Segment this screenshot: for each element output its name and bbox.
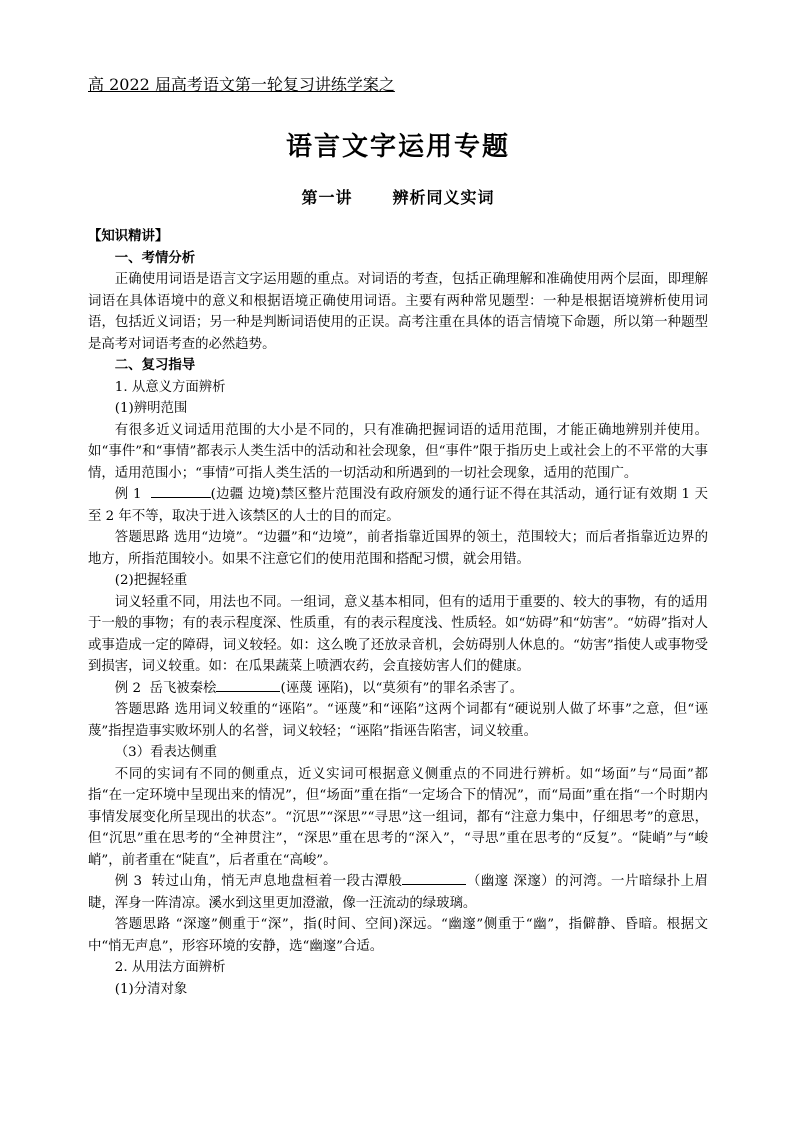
answer-2: 答题思路 选用词义较重的“诬陷”。“诬蔑”和“诬陷”这两个词都有“硬说别人做了坏事”之意，但“诬蔑”指捏造事实败坏别人的名誉，词义较轻；“诬陷”指诬告陷害，词义较重。 — [88, 702, 708, 739]
answer-1: 答题思路 选用“边境”。“边疆”和“边境”，前者指靠近国界的领土，范围较大；而后者指靠近边界的地方，所指范围较小。如果不注意它们的使用范围和搭配习惯，就会用错。 — [88, 530, 708, 567]
example-3-label: 例 3 — [114, 874, 143, 889]
example-3-text: （幽邃 深邃）的河湾。一片暗绿扑上眉睫，浑身一阵清凉。溪水到这里更加澄澈，像一汪流动的绿玻璃。 — [88, 874, 708, 911]
example-3 — [88, 871, 708, 914]
page — [88, 64, 708, 1000]
document-title: 语言文字运用专题 — [285, 132, 510, 162]
lecture-number: 第一讲 — [301, 188, 353, 207]
series-header: 高 2022 届高考语文第一轮复习讲练学案之 — [88, 75, 395, 94]
example-2-label: 例 2 — [114, 680, 141, 696]
heading-meaning: 1. 从意义方面辨析 — [114, 379, 226, 395]
example-1-text: (边疆 边境)禁区整片范围没有政府颁发的通行证不得在其活动，通行证有效期 1 天至 2 年不等，取决于进入该禁区的人士的目的而定。 — [88, 487, 708, 524]
answer-blank — [151, 485, 211, 498]
example-2 — [88, 678, 708, 700]
content — [88, 226, 708, 1000]
paragraph-kaoqing: 正确使用词语是语言文字运用题的重点。对词语的考查，包括正确理解和准确使用两个层面，即理解词语在具体语境中的意义和根据语境正确使用词语。主要有两种常见题型：一种是根据语境辨析使用词语，包括近义词语；另一种是判断词语使用的正误。高考注重在具体的语言情境下命题，所以第一种题型是高考对词语考查的必然趋势。 — [88, 272, 708, 352]
lecture-title — [88, 185, 708, 208]
heading-weight: (2)把握轻重 — [114, 573, 188, 588]
example-2-text: (诬蔑 诬陷)，以“莫须有”的罪名杀害了。 — [280, 680, 524, 696]
paragraph-range: 有很多近义词适用范围的大小是不同的，只有准确把握词语的适用范围，才能正确地辨别并使用。如“事件”和“事情”都表示人类生活中的活动和社会现象，但“事件”限于指历史上或社会上的不平常的大事情，适用范围小；“事情”可指人类生活的一切活动和所遇到的一切社会现象，适用的范围广。 — [88, 422, 708, 481]
example-1 — [88, 484, 708, 527]
heading-fuxi: 二、复习指导 — [114, 357, 196, 373]
paragraph-weight: 词义轻重不同，用法也不同。一组词，意义基本相同，但有的适用于重要的、较大的事物，有的适用于一般的事物；有的表示程度深、性质重，有的表示程度浅、性质轻。如“妨碍”和“妨害”。“妨碍”指对人或事造成一定的障碍，词义较轻。如：这么晚了还放录音机，会妨碍别人休息的。“妨害”指使人或事物受到损害，词义较重。如：在瓜果蔬菜上喷洒农药，会直接妨害人们的健康。 — [88, 594, 708, 674]
heading-range: (1)辨明范围 — [114, 401, 188, 416]
heading-kaoqing: 一、考情分析 — [114, 249, 196, 266]
answer-3: 答题思路 “深邃”侧重于“深”，指(时间、空间)深远。“幽邃”侧重于“幽”，指僻静、昏暗。根据文中“悄无声息”，形容环境的安静，选“幽邃”合适。 — [88, 917, 708, 954]
heading-object: (1)分清对象 — [114, 981, 188, 997]
answer-blank — [402, 872, 466, 885]
example-3-pre: 转过山角，悄无声息地盘桓着一段古潭般 — [151, 874, 403, 889]
heading-emphasis: （3）看表达侧重 — [114, 745, 218, 760]
heading-usage: 2. 从用法方面辨析 — [114, 960, 226, 975]
answer-blank — [216, 679, 280, 692]
section-label: 【知识精讲】 — [88, 228, 169, 244]
example-2-pre: 岳飞被秦桧 — [149, 680, 217, 696]
lecture-topic: 辨析同义实词 — [392, 188, 495, 207]
example-1-label: 例 1 — [114, 487, 142, 502]
paragraph-emphasis: 不同的实词有不同的侧重点，近义实词可根据意义侧重点的不同进行辨析。如“场面”与“局面”都指“在一定环境中呈现出来的情况”，但“场面”重在指“一定场合下的情况”，而“局面”重在指“一个时期内事情发展变化所呈现出的状态”。“沉思”“深思”“寻思”这一组词，都有“注意力集中，仔细思考”的意思，但“沉思”重在思考的“全神贯注”，“深思”重在思考的“深入”，“寻思”重在思考的“反复”。“陡峭”与“峻峭”，前者重在“陡直”，后者重在“高峻”。 — [88, 766, 708, 868]
